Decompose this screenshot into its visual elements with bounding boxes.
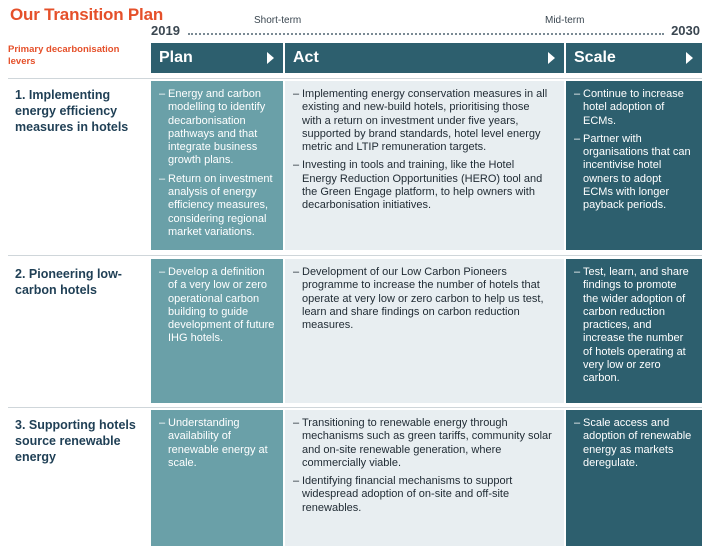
list-item: – Implementing energy conservation measures in all existing and new-build hotels, prioritising those with a return on investment under five years, supported by brand standards, hotel level energy metric and LTIP remuneration targets.	[293, 88, 552, 154]
list-item: – Return on investment analysis of energy efficiency measures, considering regional market variations.	[159, 173, 275, 239]
timeline-mid-term-label: Mid-term	[545, 15, 585, 26]
row-1-plan-cell	[151, 81, 283, 250]
arrow-right-icon	[267, 52, 274, 64]
list-item: – Develop a definition of a very low or zero operational carbon building to guide development of future IHG hotels.	[159, 266, 275, 346]
lever-2-title: 2. Pioneering low-carbon hotels	[15, 267, 122, 297]
row-2-scale-cell	[566, 259, 702, 403]
row-1-scale-cell	[566, 81, 702, 250]
row-1-act-cell	[285, 81, 564, 250]
phase-act-label: Act	[293, 49, 319, 66]
row-2-plan-cell	[151, 259, 283, 403]
row-divider	[8, 407, 702, 408]
list-item: – Continue to increase hotel adoption of ECMs.	[574, 88, 694, 128]
list-item: – Scale access and adoption of renewable energy as markets deregulate.	[574, 417, 694, 470]
list-item: – Understanding availability of renewable energy at scale.	[159, 417, 275, 470]
row-3-plan-cell	[151, 410, 283, 546]
arrow-right-icon	[686, 52, 693, 64]
lever-3-title: 3. Supporting hotels source renewable energy	[15, 418, 136, 464]
phase-header-scale	[566, 43, 702, 73]
phase-header-act	[285, 43, 564, 73]
timeline-start-year: 2019	[151, 23, 180, 38]
timeline-short-term-label: Short-term	[254, 15, 302, 26]
row-3-scale-cell	[566, 410, 702, 546]
list-item: – Development of our Low Carbon Pioneers programme to increase the number of hotels that operate at very low or zero carbon to help us test, learn and share findings on carbon reduction measures.	[293, 266, 552, 332]
list-item: – Identifying financial mechanisms to support widespread adoption of on-site and off-site renewables.	[293, 475, 552, 515]
phase-plan-label: Plan	[159, 49, 193, 66]
list-item: – Test, learn, and share findings to promote the wider adoption of carbon reduction practices, and increase the number of hotels operating at very low or zero carbon.	[574, 266, 694, 386]
list-item: – Investing in tools and training, like the Hotel Energy Reduction Opportunities (HERO) tool and the Green Engage platform, to help owners with decarbonisation initiatives.	[293, 159, 552, 212]
row-3-act-cell	[285, 410, 564, 546]
phase-scale-label: Scale	[574, 49, 616, 66]
row-2-act-cell	[285, 259, 564, 403]
list-item: – Energy and carbon modelling to identify decarbonisation pathways and that integrate business growth plans.	[159, 88, 275, 168]
row-divider	[8, 255, 702, 256]
list-item: – Transitioning to renewable energy through mechanisms such as green tariffs, community solar and on-site renewable generation, where commercially viable.	[293, 417, 552, 470]
list-item: – Partner with organisations that can incentivise hotel owners to adopt ECMs with longer payback periods.	[574, 133, 694, 213]
lever-1-title: 1. Implementing energy efficiency measures in hotels	[15, 88, 129, 134]
phase-header-plan	[151, 43, 283, 73]
timeline-dotted-line	[188, 33, 664, 35]
timeline-end-year: 2030	[671, 23, 700, 38]
arrow-right-icon	[548, 52, 555, 64]
levers-column-header: Primary decarbonisation levers	[8, 44, 120, 67]
row-divider	[8, 78, 702, 79]
page-title: Our Transition Plan	[10, 5, 164, 24]
